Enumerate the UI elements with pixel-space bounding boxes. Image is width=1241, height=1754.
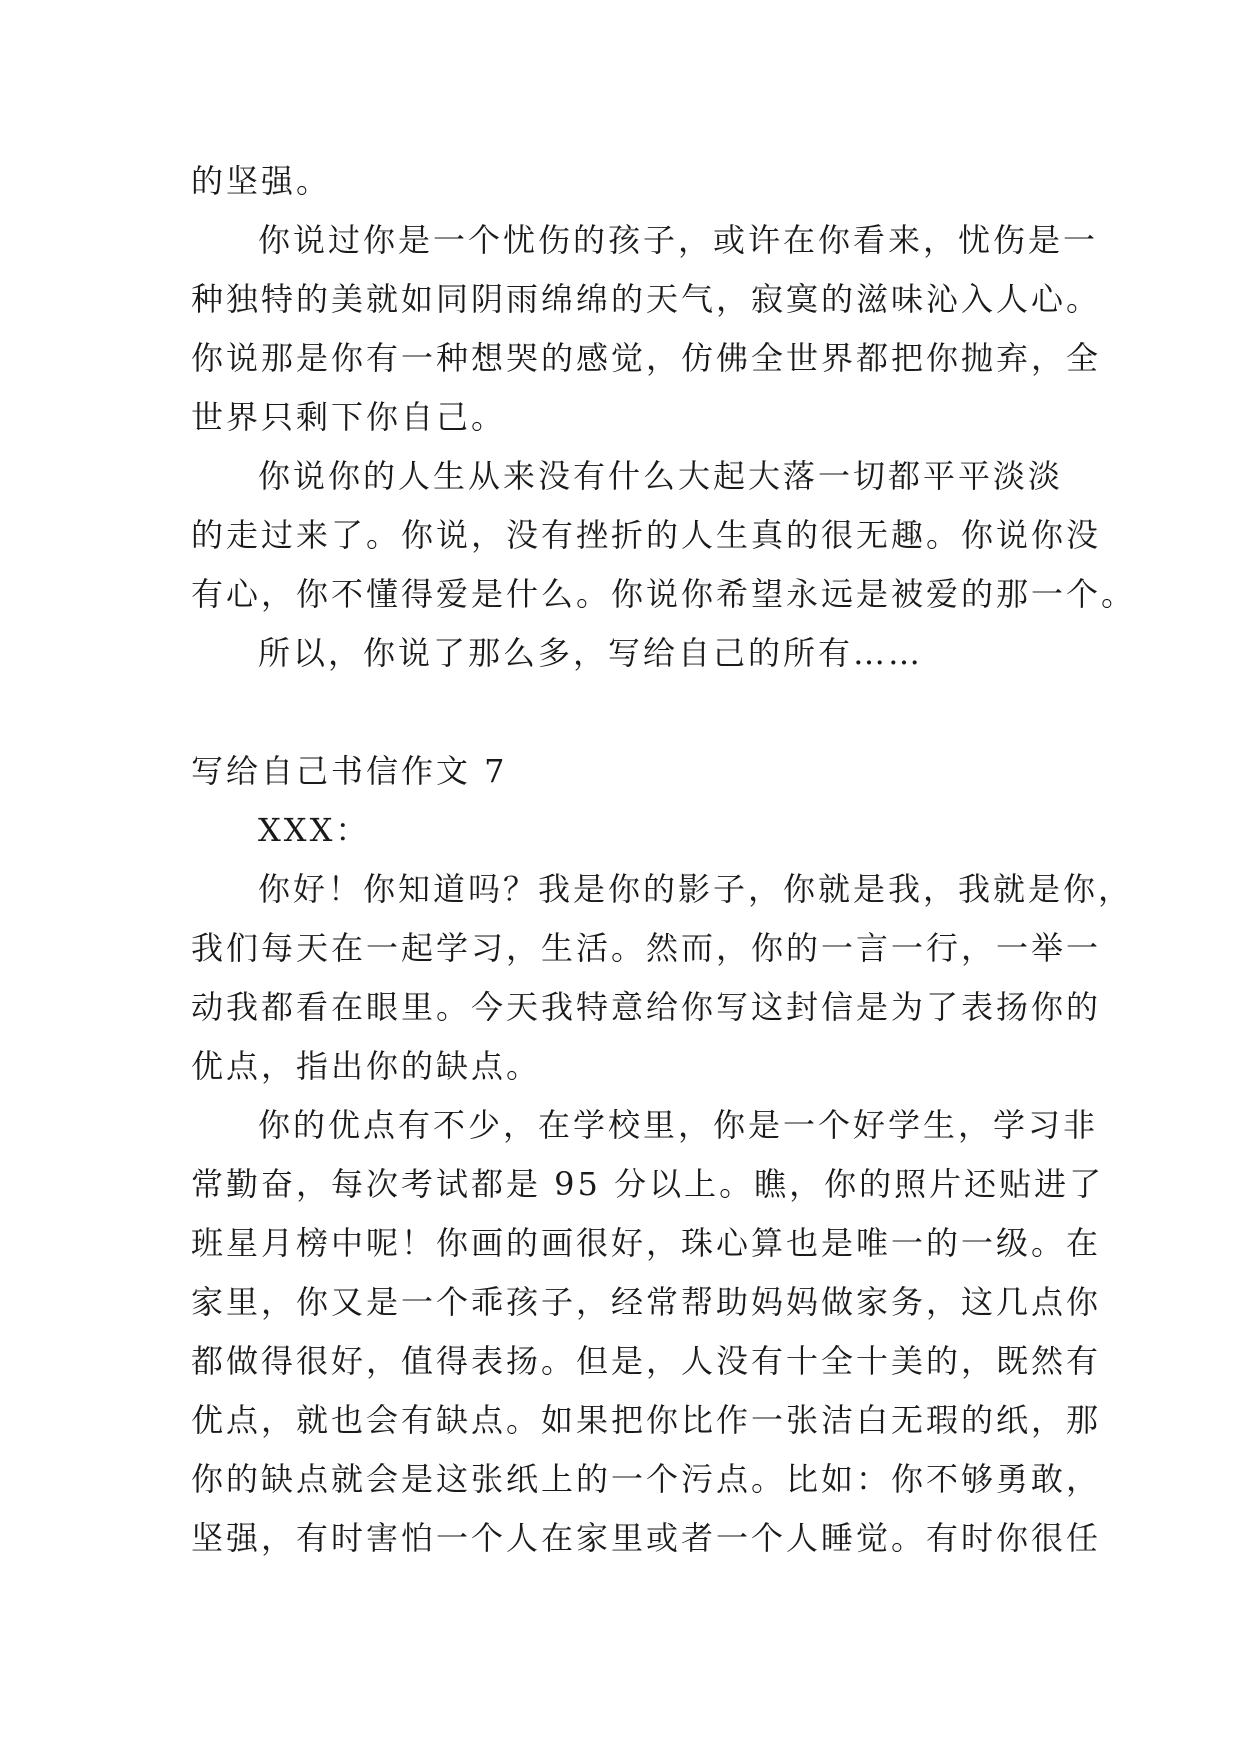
paragraph-line: 世界只剩下你自己。: [191, 398, 507, 436]
paragraph-line: 有心，你不懂得爱是什么。你说你希望永远是被爱的那一个。: [191, 575, 1137, 613]
paragraph-line: 常勤奋，每次考试都是 95 分以上。瞧，你的照片还贴进了: [191, 1165, 1105, 1203]
paragraph-line: 你的优点有不少，在学校里，你是一个好学生，学习非: [258, 1106, 1099, 1144]
paragraph-line: 你说那是你有一种想哭的感觉，仿佛全世界都把你抛弃，全: [191, 339, 1102, 377]
paragraph-line: 优点，指出你的缺点。: [191, 1047, 542, 1085]
paragraph-line: 所以，你说了那么多，写给自己的所有……: [258, 634, 924, 672]
paragraph-line: 我们每天在一起学习，生活。然而，你的一言一行，一举一: [191, 929, 1102, 967]
paragraph-line: 种独特的美就如同阴雨绵绵的天气，寂寞的滋味沁入人心。: [191, 280, 1102, 318]
paragraph-line: 你说过你是一个忧伤的孩子，或许在你看来，忧伤是一: [258, 221, 1099, 259]
paragraph-line: 优点，就也会有缺点。如果把你比作一张洁白无瑕的纸，那: [191, 1401, 1102, 1439]
paragraph-line: 动我都看在眼里。今天我特意给你写这封信是为了表扬你的: [191, 988, 1102, 1026]
paragraph-line: 的坚强。: [191, 162, 332, 200]
paragraph-line: 你的缺点就会是这张纸上的一个污点。比如：你不够勇敢，: [191, 1460, 1102, 1498]
document-body: [191, 152, 1137, 1568]
paragraph-line: 都做得很好，值得表扬。但是，人没有十全十美的，既然有: [191, 1342, 1102, 1380]
paragraph-line: 你好！你知道吗？我是你的影子，你就是我，我就是你，: [258, 870, 1134, 908]
section-gap: [191, 683, 1071, 742]
paragraph-line: 的走过来了。你说，没有挫折的人生真的很无趣。你说你没: [191, 516, 1102, 554]
paragraph-line: 坚强，有时害怕一个人在家里或者一个人睡觉。有时你很任: [191, 1519, 1102, 1557]
paragraph-line: 家里，你又是一个乖孩子，经常帮助妈妈做家务，这几点你: [191, 1283, 1102, 1321]
section-heading: 写给自己书信作文 7: [191, 752, 508, 790]
salutation: XXX：: [258, 811, 371, 849]
paragraph-line: 你说你的人生从来没有什么大起大落一切都平平淡淡: [258, 457, 1064, 495]
paragraph-line: 班星月榜中呢！你画的画很好，珠心算也是唯一的一级。在: [191, 1224, 1102, 1262]
